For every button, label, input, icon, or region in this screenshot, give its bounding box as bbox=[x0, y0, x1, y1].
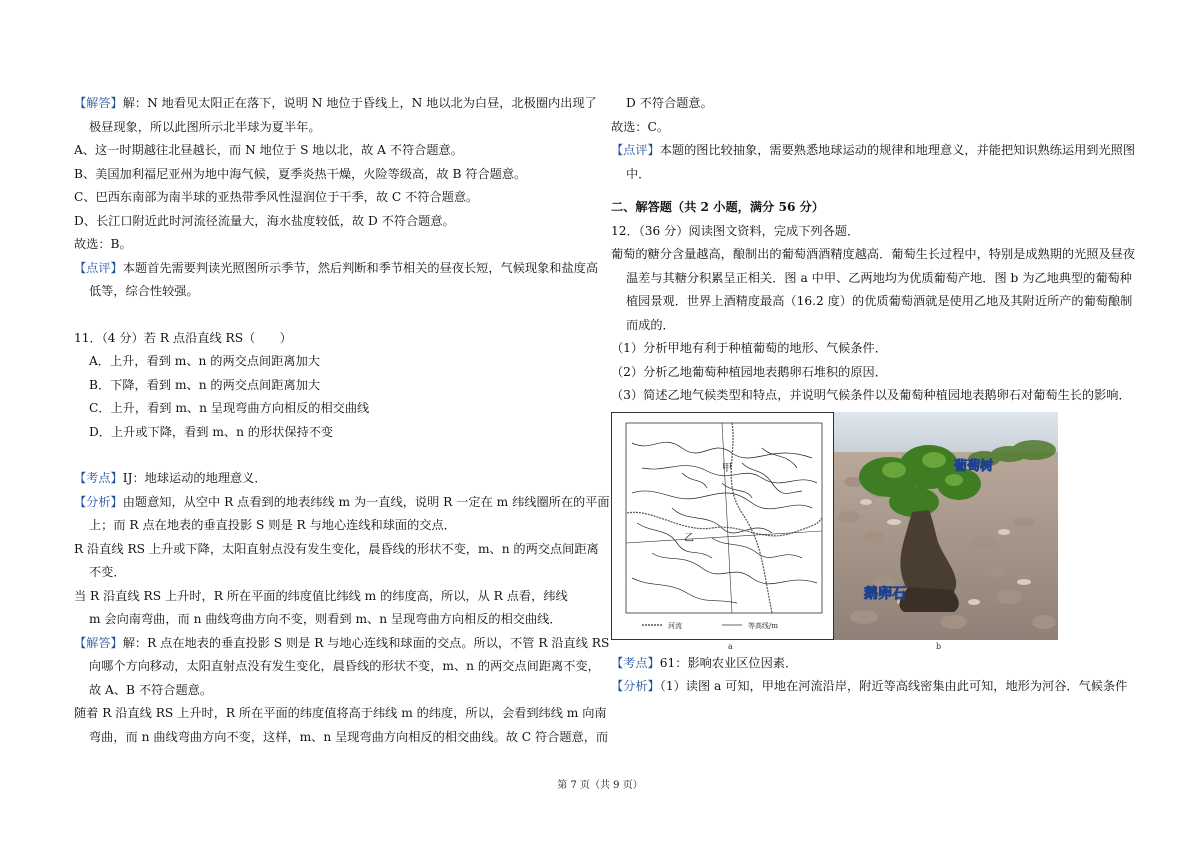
legend-river: 河流 bbox=[668, 621, 682, 630]
question-11: 11．（4 分）若 R 点沿直线 RS（ ） bbox=[74, 330, 292, 345]
subquestion-1: （1）分析甲地有利于种植葡萄的地形、气候条件． bbox=[611, 341, 887, 355]
map-label-jia: 甲 bbox=[722, 462, 732, 474]
vineyard-photo-drawing bbox=[834, 412, 1058, 640]
material-line: 温差与其糖分积累呈正相关．图 a 中甲、乙两地均为优质葡萄产地．图 b 为乙地典型的葡萄种 bbox=[626, 270, 1132, 285]
figure-b-caption: b bbox=[936, 641, 942, 651]
answer-tag: 【解答】 bbox=[74, 96, 123, 110]
figure-row bbox=[611, 412, 1139, 652]
analysis-line: 不变． bbox=[89, 565, 126, 579]
answer-option-b: B、美国加利福尼亚州为地中海气候，夏季炎热干燥，火险等级高，故 B 符合题意。 bbox=[74, 166, 527, 181]
analysis-tag: 【分析】 bbox=[74, 494, 123, 509]
legend-contour: 等高线/m bbox=[748, 621, 778, 630]
subquestion-2: （2）分析乙地葡萄种植园地表鹅卵石堆积的原因． bbox=[611, 364, 887, 379]
answer-option-d: D、长江口附近此时河流径流量大，海水盐度较低，故 D 不符合题意。 bbox=[74, 213, 455, 228]
page-footer: 第 7 页（共 9 页） bbox=[557, 780, 643, 791]
subquestion-3: （3）简述乙地气候类型和特点，并说明气候条件以及葡萄种植园地表鹅卵石对葡萄生长的影响． bbox=[611, 388, 1131, 402]
map-label-yi: 乙 bbox=[684, 532, 694, 544]
continued-line: D 不符合题意。 bbox=[626, 96, 713, 110]
solution-tag: 【解答】 bbox=[74, 635, 123, 650]
contour-map bbox=[611, 412, 834, 640]
photo-label-pebbles: 鹅卵石 bbox=[864, 585, 906, 602]
figure-a-caption: a bbox=[728, 641, 733, 651]
solution-line: 【解答】解：R 点在地表的垂直投影 S 则是 R 与地心连线和球面的交点。所以，不管 R 沿直线 RS bbox=[74, 635, 610, 650]
answer-choice: 故选：B。 bbox=[74, 237, 132, 251]
material-line: 而成的． bbox=[626, 317, 675, 332]
analysis-line: 上；而 R 点在地表的垂直投影 S 则是 R 与地心连线和球面的交点． bbox=[89, 518, 456, 532]
analysis-line: R 沿直线 RS 上升或下降，太阳直射点没有发生变化，晨昏线的形状不变，m、n 的两交点间距离 bbox=[74, 541, 599, 556]
q11-option-d: D．上升或下降，看到 m、n 的形状保持不变 bbox=[89, 424, 334, 439]
material-line: 植园景观．世界上酒精度最高（16.2 度）的优质葡萄酒就是使用乙地及其附近所产的葡萄酿制 bbox=[626, 294, 1133, 308]
kaodian-line: 【考点】61：影响农业区位因素． bbox=[611, 655, 798, 670]
vineyard-photo bbox=[834, 412, 1058, 640]
contour-map-drawing bbox=[612, 413, 833, 639]
kaodian-tag: 【考点】 bbox=[74, 471, 123, 485]
question-12: 12．（36 分）阅读图文资料，完成下列各题． bbox=[611, 223, 860, 238]
right-column bbox=[611, 92, 1139, 699]
answer-option-c: C、巴西东南部为南半球的亚热带季风性湿润位于干季，故 C 不符合题意。 bbox=[74, 190, 479, 204]
analysis-line: 【分析】由题意知，从空中 R 点看到的地表纬线 m 为一直线，说明 R 一定在 m 纬线圈所在的平面 bbox=[74, 494, 610, 509]
kaodian-tag: 【考点】 bbox=[611, 655, 660, 670]
solution-line: 随着 R 沿直线 RS 上升时，R 所在平面的纬度值将高于纬线 m 的纬度，所以，会看到纬线 m 向南 bbox=[74, 706, 607, 720]
comment-line: 中． bbox=[626, 166, 651, 181]
solution-line: 向哪个方向移动，太阳直射点没有发生变化，晨昏线的形状不变，m、n 的两交点间距离不变， bbox=[89, 659, 600, 673]
analysis-line: 【分析】（1）读图 a 可知，甲地在河流沿岸，附近等高线密集由此可知，地形为河谷．气候条件 bbox=[611, 679, 1128, 693]
comment-line: 低等，综合性较强。 bbox=[89, 284, 199, 298]
left-column bbox=[74, 92, 610, 749]
analysis-line: 当 R 沿直线 RS 上升时，R 所在平面的纬度值比纬线 m 的纬度高，所以，从 R 点看，纬线 bbox=[74, 588, 568, 603]
solution-line: 弯曲，而 n 曲线弯曲方向不变，这样，m、n 呈现弯曲方向相反的相交曲线。故 C 符合题意，而 bbox=[89, 729, 609, 744]
analysis-line: m 会向南弯曲，而 n 曲线弯曲方向不变，则看到 m、n 呈现弯曲方向相反的相交曲线． bbox=[89, 612, 562, 626]
analysis-tag: 【分析】 bbox=[611, 679, 660, 693]
solution-line: 故 A、B 不符合题意。 bbox=[89, 682, 213, 697]
kaodian-line: 【考点】IJ：地球运动的地理意义． bbox=[74, 471, 267, 485]
comment-tag: 【点评】 bbox=[74, 260, 123, 275]
q11-option-a: A．上升，看到 m、n 的两交点间距离加大 bbox=[89, 354, 320, 368]
answer-line: 极昼现象，所以此图所示北半球为夏半年。 bbox=[89, 119, 321, 134]
q11-option-b: B．下降，看到 m、n 的两交点间距离加大 bbox=[89, 377, 321, 392]
photo-label-grape-tree: 葡萄树 bbox=[954, 458, 994, 474]
answer-choice: 故选：C。 bbox=[611, 119, 670, 134]
answer-option-a: A、这一时期越往北昼越长，而 N 地位于 S 地以北，故 A 不符合题意。 bbox=[74, 143, 463, 157]
comment-line: 【点评】本题的图比较抽象，需要熟悉地球运动的规律和地理意义，并能把知识熟练运用到光照图 bbox=[611, 143, 1136, 157]
answer-line: 【解答】解：N 地看见太阳正在落下，说明 N 地位于昏线上，N 地以北为白昼，北极圈内出现了 bbox=[74, 96, 597, 110]
comment-tag: 【点评】 bbox=[611, 143, 660, 157]
comment-line: 【点评】本题首先需要判读光照图所示季节，然后判断和季节相关的昼夜长短，气候现象和盐度高 bbox=[74, 260, 599, 275]
material-line: 葡萄的糖分含量越高，酿制出的葡萄酒酒精度越高．葡萄生长过程中，特别是成熟期的光照及昼夜 bbox=[611, 247, 1136, 261]
q11-option-c: C．上升，看到 m、n 呈现弯曲方向相反的相交曲线 bbox=[89, 401, 370, 415]
section-heading: 二、解答题（共 2 小题，满分 56 分） bbox=[611, 200, 825, 214]
